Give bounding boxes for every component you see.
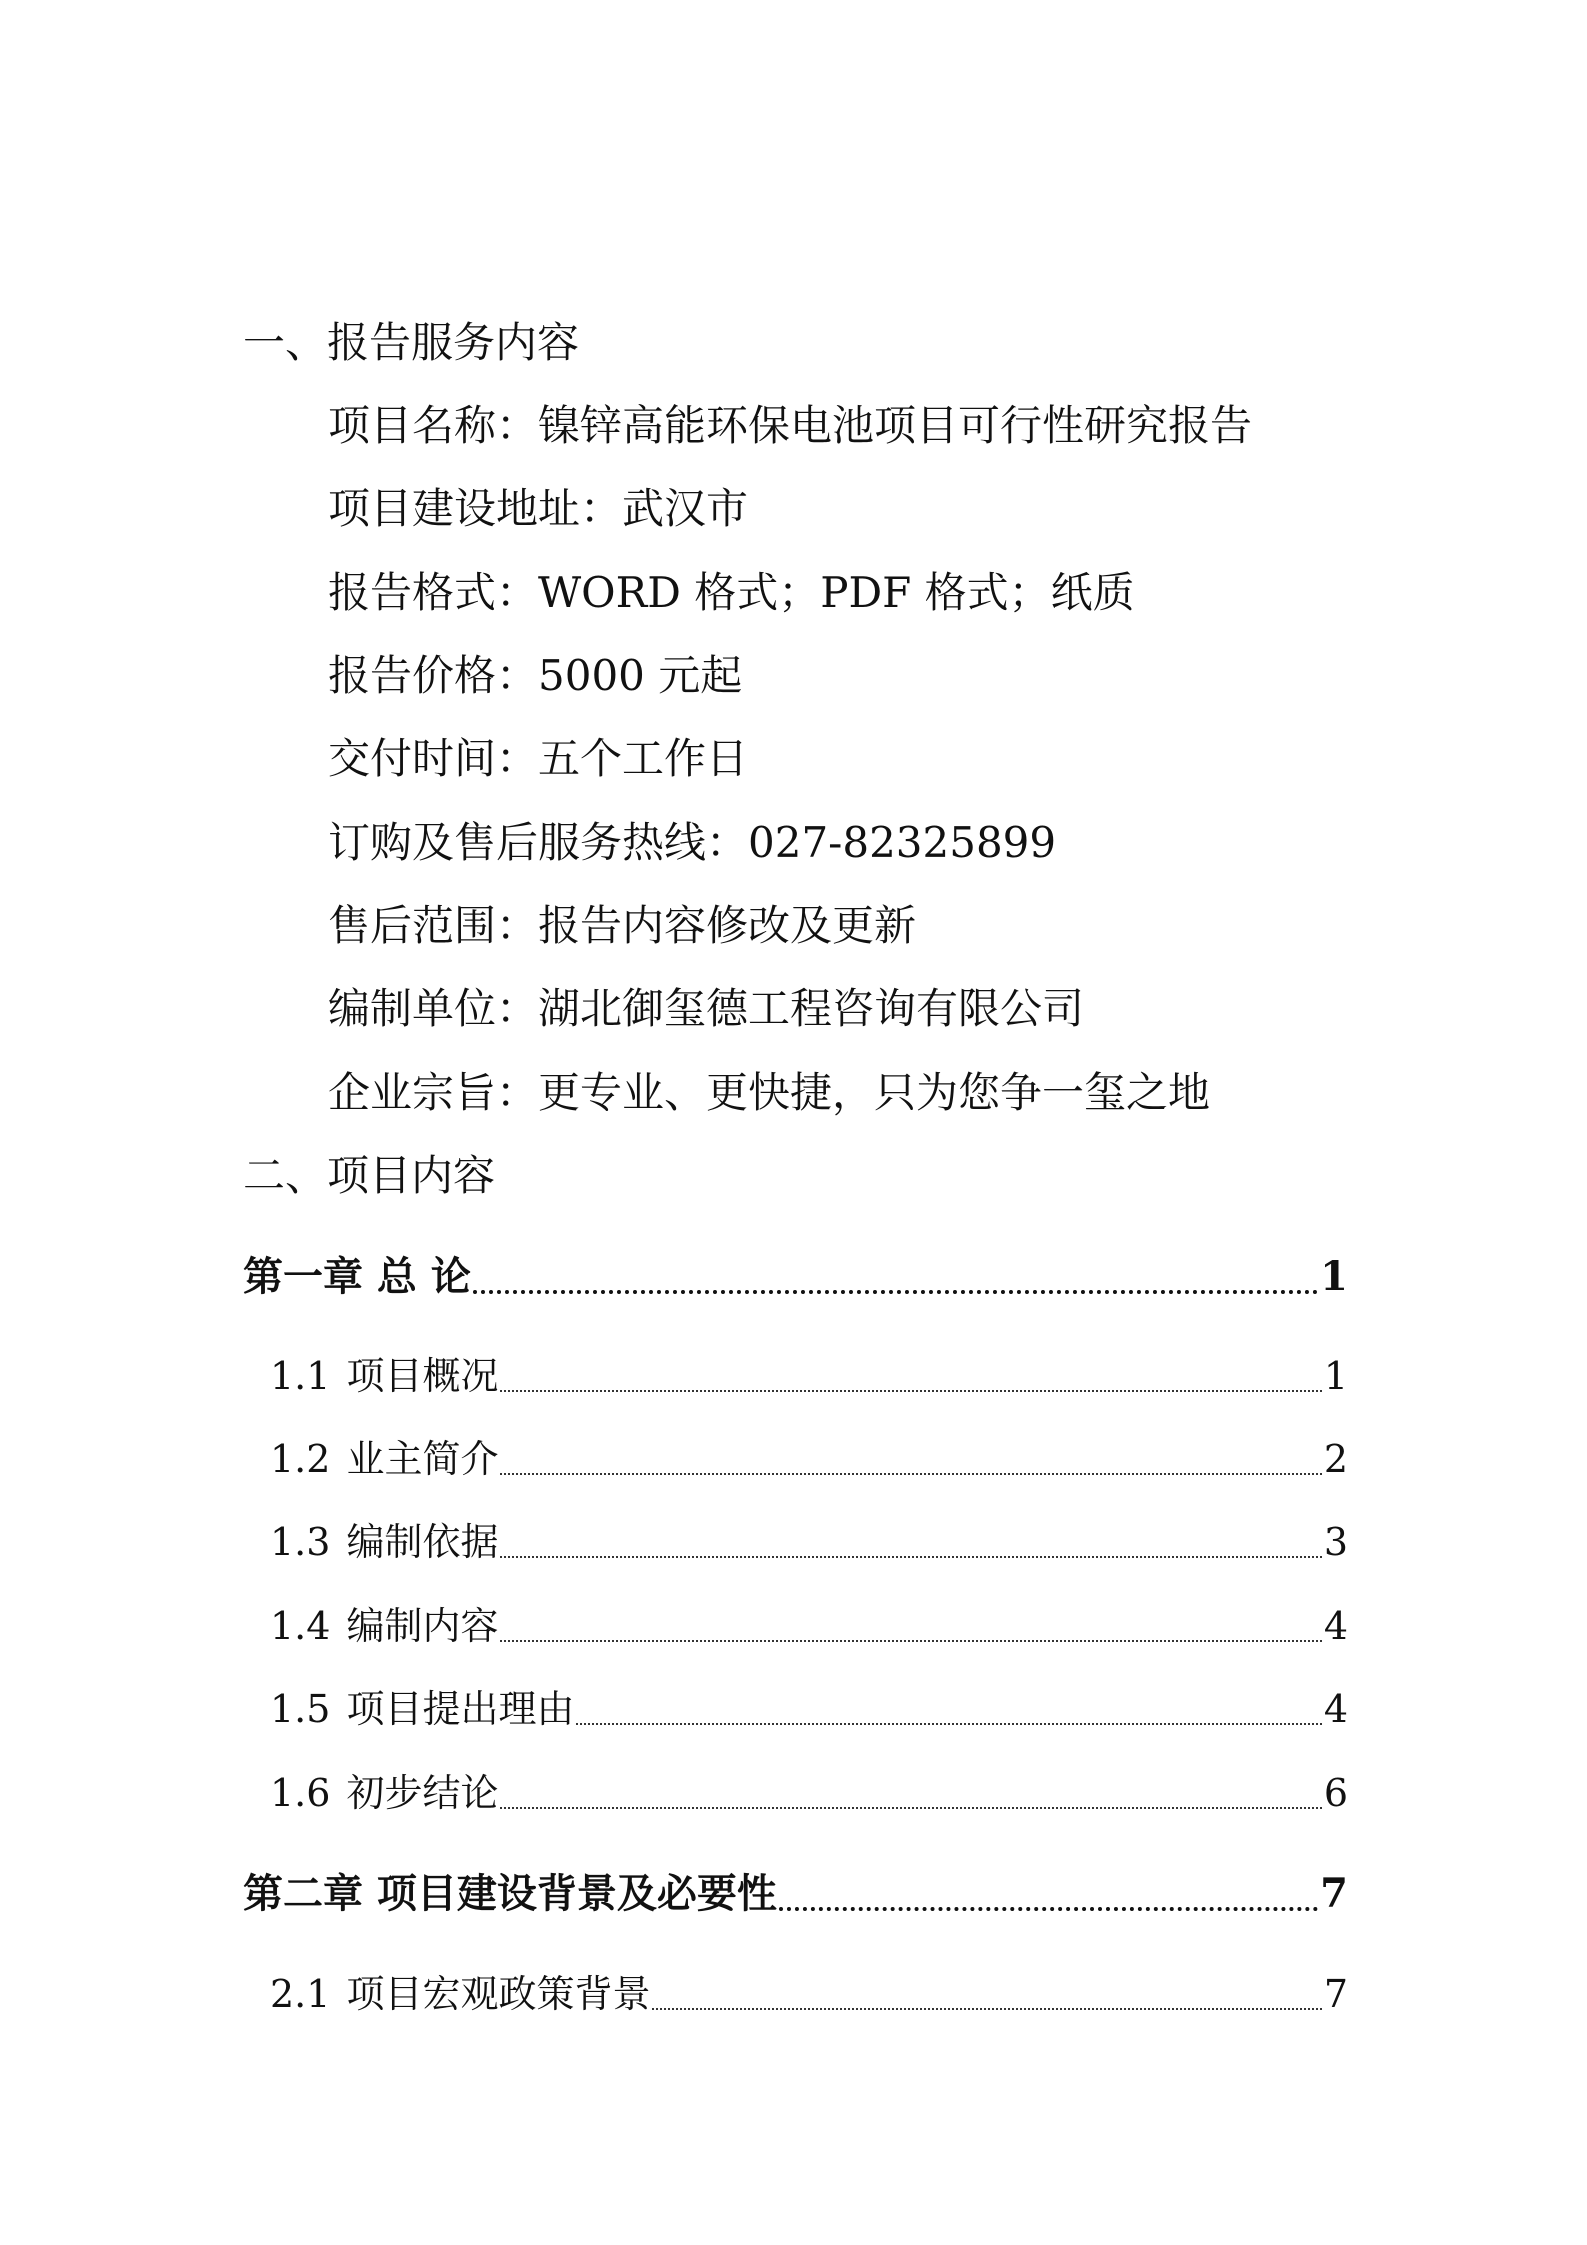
toc-item-page: 7: [1323, 1972, 1348, 2016]
toc-item-number: 1.2: [270, 1437, 331, 1481]
toc-chapter-1-label: 第一章 总 论: [243, 1253, 471, 1300]
toc-item-1-6[interactable]: [270, 1765, 1348, 1821]
toc-chapter-1[interactable]: [243, 1249, 1348, 1305]
info-hotline: 订购及售后服务热线：027-82325899: [328, 818, 1057, 867]
toc-leader-dots: [473, 1290, 1318, 1294]
toc-item-page: 6: [1323, 1771, 1348, 1815]
toc-item-page: 4: [1323, 1604, 1348, 1648]
toc-item-number: 1.4: [270, 1604, 331, 1648]
toc-item-page: 3: [1323, 1520, 1348, 1564]
toc-leader-dots: [500, 1390, 1321, 1392]
info-report-price: 报告价格：5000 元起: [328, 651, 743, 700]
section-heading-project-content: 二、项目内容: [243, 1151, 496, 1200]
toc-item-title: 业主简介: [346, 1437, 499, 1481]
toc-leader-dots: [576, 1723, 1321, 1725]
toc-item-number: 2.1: [270, 1972, 331, 2016]
toc-item-page: 4: [1323, 1687, 1348, 1731]
toc-item-number: 1.6: [270, 1771, 331, 1815]
section-heading-report-service: 一、报告服务内容: [243, 318, 580, 367]
toc-leader-dots: [652, 2008, 1321, 2010]
toc-chapter-2-label: 第二章 项目建设背景及必要性: [243, 1870, 777, 1917]
info-report-format: 报告格式：WORD 格式；PDF 格式；纸质: [328, 568, 1135, 617]
toc-item-2-1[interactable]: [270, 1966, 1348, 2022]
toc-item-page: 1: [1323, 1354, 1348, 1398]
toc-chapter-2[interactable]: [243, 1866, 1348, 1922]
toc-item-title: 项目宏观政策背景: [346, 1972, 651, 2016]
toc-item-title: 初步结论: [346, 1771, 499, 1815]
toc-item-page: 2: [1323, 1437, 1348, 1481]
toc-leader-dots: [500, 1473, 1321, 1475]
toc-item-title: 项目提出理由: [346, 1687, 575, 1731]
info-company-motto: 企业宗旨：更专业、更快捷，只为您争一玺之地: [328, 1068, 1211, 1117]
info-project-name: 项目名称：镍锌高能环保电池项目可行性研究报告: [328, 401, 1253, 450]
toc-item-number: 1.1: [270, 1354, 331, 1398]
toc-leader-dots: [500, 1640, 1321, 1642]
toc-item-number: 1.3: [270, 1520, 331, 1564]
toc-chapter-1-page: 1: [1320, 1253, 1348, 1300]
toc-item-number: 1.5: [270, 1687, 331, 1731]
toc-item-1-1[interactable]: [270, 1348, 1348, 1404]
toc-item-title: 项目概况: [346, 1354, 499, 1398]
toc-leader-dots: [500, 1556, 1321, 1558]
info-after-sales-scope: 售后范围：报告内容修改及更新: [328, 901, 917, 950]
toc-leader-dots: [779, 1907, 1318, 1911]
toc-item-1-4[interactable]: [270, 1598, 1348, 1654]
toc-item-1-2[interactable]: [270, 1431, 1348, 1487]
toc-item-title: 编制内容: [346, 1604, 499, 1648]
info-delivery-time: 交付时间：五个工作日: [328, 734, 749, 783]
toc-leader-dots: [500, 1807, 1321, 1809]
toc-item-title: 编制依据: [346, 1520, 499, 1564]
toc-item-1-5[interactable]: [270, 1681, 1348, 1737]
info-compiler: 编制单位：湖北御玺德工程咨询有限公司: [328, 984, 1085, 1033]
toc-chapter-2-page: 7: [1320, 1870, 1348, 1917]
toc-item-1-3[interactable]: [270, 1514, 1348, 1570]
info-project-address: 项目建设地址：武汉市: [328, 484, 749, 533]
